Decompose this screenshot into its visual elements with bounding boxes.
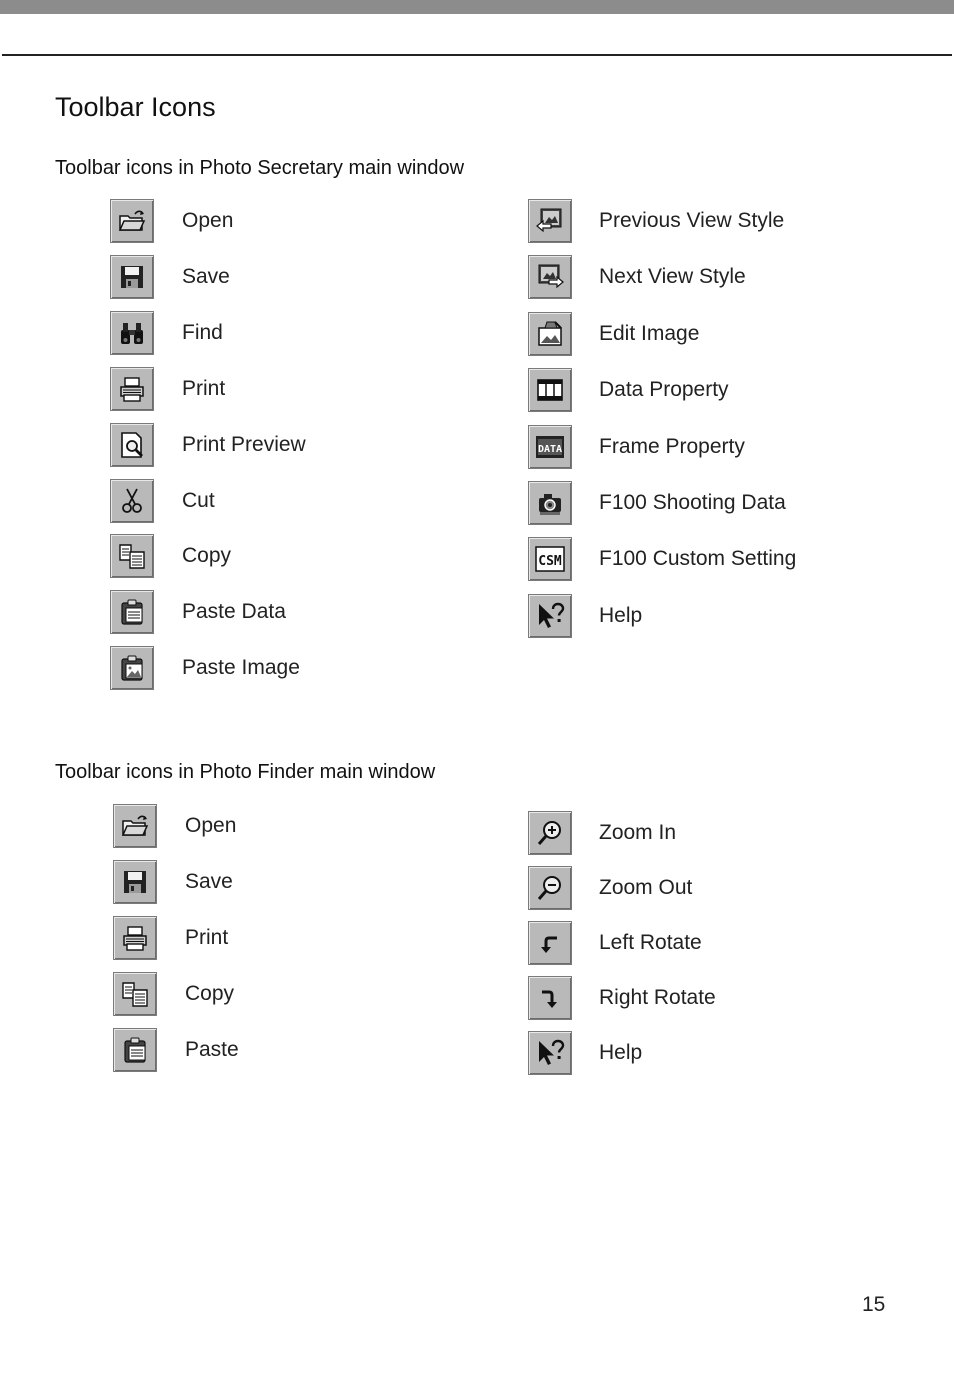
printer-icon — [113, 916, 157, 960]
toolbar-entry-previous-view-style — [528, 199, 784, 243]
toolbar-entry-label: F100 Custom Setting — [599, 547, 797, 570]
csm-icon — [528, 537, 572, 581]
toolbar-entry-label: Copy — [182, 544, 232, 567]
toolbar-entry-f100-custom-setting — [528, 537, 796, 581]
toolbar-entry-print-preview — [110, 423, 306, 467]
help-arrow-icon — [528, 594, 572, 638]
toolbar-entry-label: Help — [599, 604, 643, 627]
toolbar-entry-label: Cut — [182, 489, 215, 512]
rotate-right-icon — [528, 976, 572, 1020]
toolbar-entry-label: Data Property — [599, 378, 729, 401]
toolbar-entry-label: Paste Data — [182, 600, 286, 623]
toolbar-entry-find — [110, 311, 223, 355]
toolbar-entry-label: Find — [182, 321, 223, 344]
section-title-photo-finder: Toolbar icons in Photo Finder main window — [55, 761, 436, 783]
toolbar-entry-label: Zoom In — [599, 821, 677, 844]
page-number: 15 — [862, 1293, 886, 1316]
toolbar-entry-label: Help — [599, 1041, 643, 1064]
toolbar-entry-help — [528, 594, 642, 638]
toolbar-entry-copy — [110, 534, 231, 578]
copy-pages-icon — [110, 534, 154, 578]
toolbar-entry-zoom-in — [528, 811, 676, 855]
toolbar-entry-help — [528, 1031, 642, 1075]
toolbar-entry-paste-data — [110, 590, 286, 634]
binoculars-icon — [110, 311, 154, 355]
open-folder-icon — [110, 199, 154, 243]
toolbar-entry-label: Open — [185, 814, 237, 837]
top-scan-bar — [0, 0, 954, 14]
toolbar-entry-label: Print — [182, 377, 226, 400]
toolbar-entry-label: Save — [185, 870, 233, 893]
toolbar-entry-label: Zoom Out — [599, 876, 693, 899]
toolbar-entry-save — [113, 860, 233, 904]
open-folder-icon — [113, 804, 157, 848]
toolbar-entry-label: Previous View Style — [599, 209, 785, 232]
toolbar-entry-label: Next View Style — [599, 265, 746, 288]
toolbar-entry-frame-property — [528, 425, 745, 469]
toolbar-entry-label: Frame Property — [599, 435, 745, 458]
toolbar-entry-cut — [110, 479, 215, 523]
svg-text:CSM: CSM — [538, 554, 562, 569]
toolbar-entry-right-rotate — [528, 976, 716, 1020]
toolbar-entry-open — [113, 804, 236, 848]
toolbar-entry-print — [113, 916, 228, 960]
zoom-in-icon — [528, 811, 572, 855]
svg-text:DATA: DATA — [537, 444, 563, 455]
save-disk-icon — [113, 860, 157, 904]
page-title: Toolbar Icons — [55, 92, 216, 122]
print-preview-icon — [110, 423, 154, 467]
toolbar-entry-open — [110, 199, 233, 243]
save-disk-icon — [110, 255, 154, 299]
toolbar-entry-paste — [113, 1028, 239, 1072]
previous-view-style-icon — [528, 199, 572, 243]
toolbar-entry-edit-image — [528, 312, 699, 356]
toolbar-entry-label: Open — [182, 209, 234, 232]
toolbar-entry-label: Paste Image — [182, 656, 300, 679]
printer-icon — [110, 367, 154, 411]
section-title-photo-secretary: Toolbar icons in Photo Secretary main window — [55, 157, 465, 179]
clipboard-image-icon — [110, 646, 154, 690]
toolbar-entry-zoom-out — [528, 866, 692, 910]
toolbar-entry-paste-image — [110, 646, 300, 690]
toolbar-entry-data-property — [528, 368, 729, 412]
toolbar-entry-label: Right Rotate — [599, 986, 716, 1009]
camera-icon — [528, 481, 572, 525]
toolbar-entry-label: Left Rotate — [599, 931, 702, 954]
edit-image-icon — [528, 312, 572, 356]
toolbar-entry-label: Paste — [185, 1038, 239, 1061]
toolbar-entry-next-view-style — [528, 255, 746, 299]
zoom-out-icon — [528, 866, 572, 910]
toolbar-entry-label: Print — [185, 926, 229, 949]
copy-pages-icon — [113, 972, 157, 1016]
clipboard-icon — [110, 590, 154, 634]
toolbar-entry-copy — [113, 972, 234, 1016]
toolbar-entry-save — [110, 255, 230, 299]
clipboard-icon — [113, 1028, 157, 1072]
rotate-left-icon — [528, 921, 572, 965]
toolbar-entry-print — [110, 367, 225, 411]
scissors-icon — [110, 479, 154, 523]
header-rule — [2, 54, 952, 56]
film-strip-icon — [528, 368, 572, 412]
toolbar-entry-label: Copy — [185, 982, 235, 1005]
help-arrow-icon — [528, 1031, 572, 1075]
next-view-style-icon — [528, 255, 572, 299]
data-frame-icon — [528, 425, 572, 469]
toolbar-entry-label: Print Preview — [182, 433, 306, 456]
toolbar-entry-label: F100 Shooting Data — [599, 491, 786, 514]
toolbar-entry-left-rotate — [528, 921, 702, 965]
toolbar-entry-label: Save — [182, 265, 230, 288]
toolbar-entry-f100-shooting-data — [528, 481, 786, 525]
toolbar-entry-label: Edit Image — [599, 322, 700, 345]
